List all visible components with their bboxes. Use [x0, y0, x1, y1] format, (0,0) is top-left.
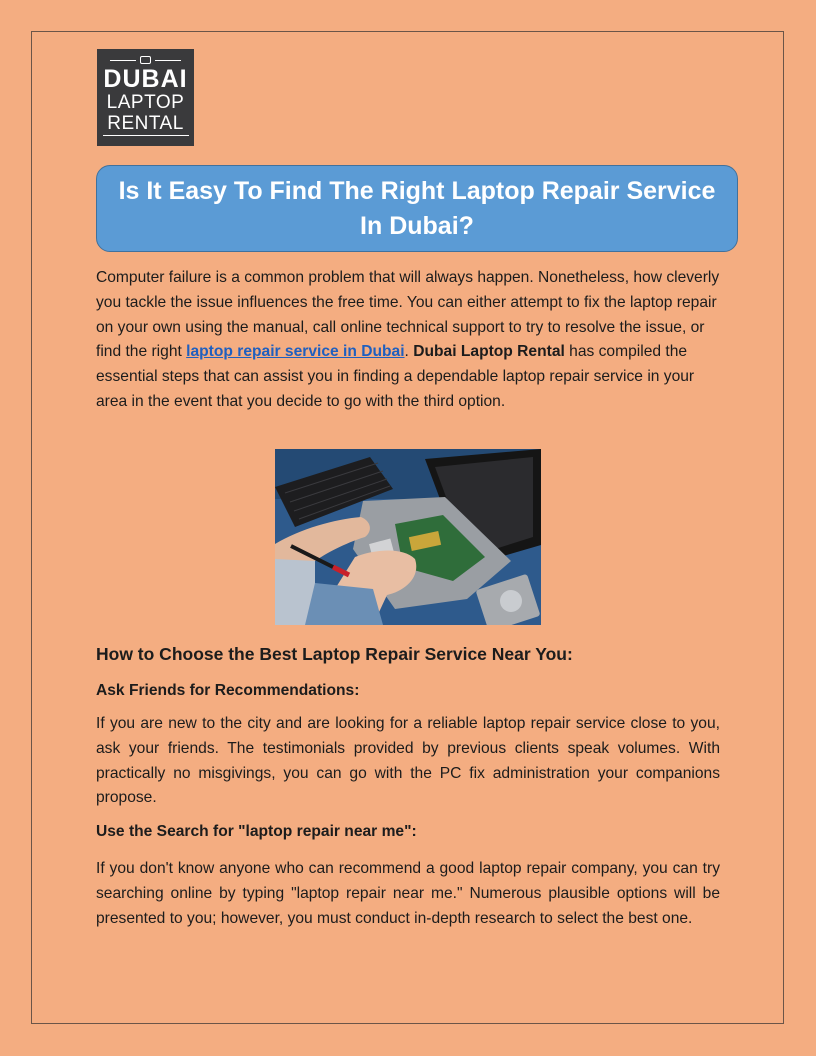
intro-paragraph: [96, 266, 720, 415]
paragraph-search: If you don't know anyone who can recommend a good laptop repair company, you can try searching online by typing "laptop repair near me." Numerous plausible options will be presented to you; however, you must conduct in-depth research to select the best one.: [96, 860, 720, 927]
subheading-search: Use the Search for "laptop repair near me":: [96, 823, 417, 840]
page-title: Is It Easy To Find The Right Laptop Repair Service In Dubai?: [118, 176, 716, 240]
section-heading: How to Choose the Best Laptop Repair Service Near You:: [96, 644, 573, 664]
intro-text-after-link: .: [404, 343, 414, 361]
laptop-repair-photo: [275, 449, 541, 625]
intro-text-start: Computer failure is a common problem that will always happen. Nonetheless, how cleverly you tackle the issue influences the free time. You can either attempt to fix the laptop repair on your own using the manual, call online technical support to try to resolve the issue, or find the right: [96, 269, 720, 361]
intro-text-end: has compiled the essential steps that can assist you in finding a dependable laptop repair service in your area in the event that you decide to go with the third option.: [96, 343, 695, 410]
laptop-repair-illustration: [275, 449, 541, 625]
subheading-ask-friends: Ask Friends for Recommendations:: [96, 682, 360, 699]
laptop-repair-service-link[interactable]: laptop repair service in Dubai: [186, 343, 405, 361]
logo-word-rental: RENTAL: [107, 113, 184, 134]
paragraph-ask-friends: If you are new to the city and are looking for a reliable laptop repair service close to you, ask your friends. The testimonials provided by previous clients speak volumes. With practically no misgivings, you can go with the PC fix administration your companions propose.: [96, 715, 720, 807]
logo-word-laptop: LAPTOP: [106, 92, 185, 113]
brand-name-bold: Dubai Laptop Rental: [413, 343, 565, 361]
laptop-icon: [140, 56, 151, 64]
title-banner: [96, 165, 738, 252]
logo-word-dubai: DUBAI: [103, 65, 188, 93]
logo-bottom-rule: [103, 135, 189, 136]
dubai-laptop-rental-logo: [97, 49, 194, 146]
